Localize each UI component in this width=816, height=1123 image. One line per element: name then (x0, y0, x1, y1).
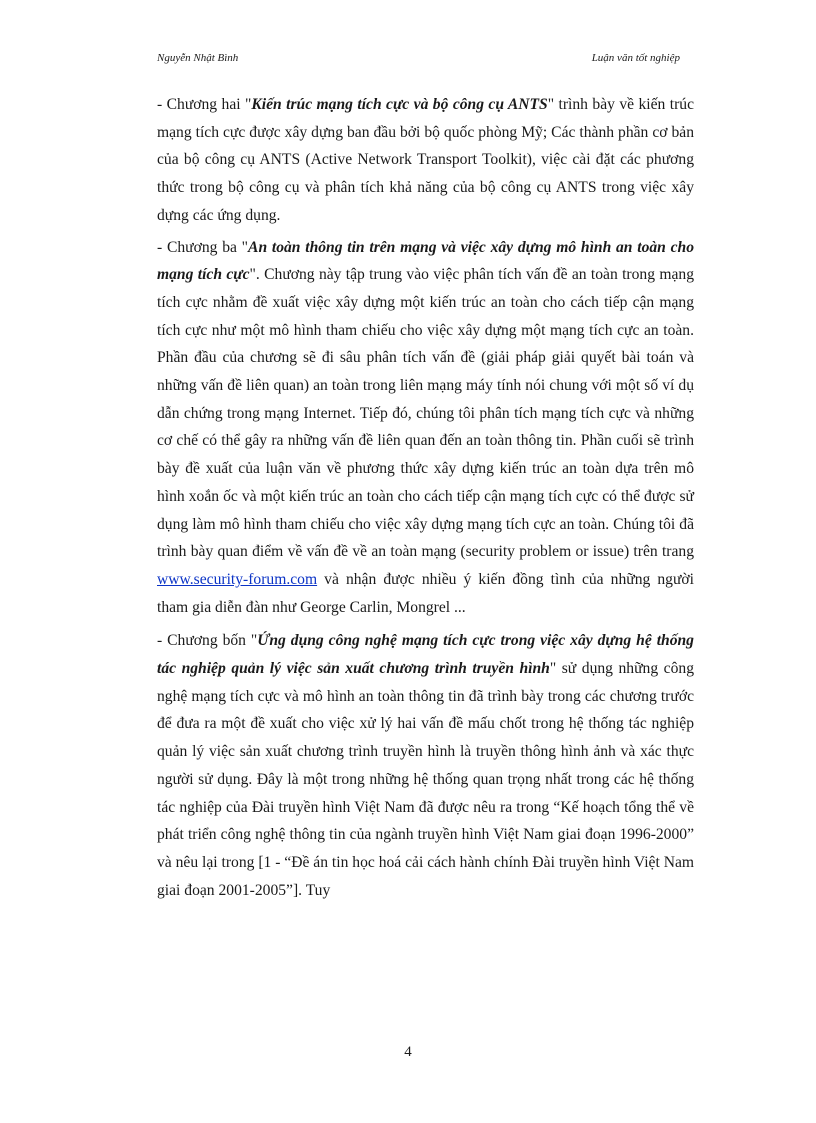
document-body (157, 91, 694, 908)
chapter-title: Kiến trúc mạng tích cực và bộ công cụ ANTS (251, 96, 548, 113)
paragraph-text: " sử dụng những công nghệ mạng tích cực và mô hình an toàn thông tin đã trình bày trong các chương trước để đưa ra một đề xuất cho việc xử lý hai vấn đề mấu chốt trong hệ thống tác nghiệp quản lý việc sản xuất chương trình truyền hình là truyền thông hình ảnh và xác thực người sử dụng. Đây là một trong những hệ thống quan trọng nhất trong các hệ thống tác nghiệp của Đài truyền hình Việt Nam đã được nêu ra trong “Kế hoạch tổng thể về phát triển công nghệ thông tin của ngành truyền hình Việt Nam giai đoạn 1996-2000” và nêu lại trong [1 - “Đề án tin học hoá cải cách hành chính Đài truyền hình Việt Nam giai đoạn 2001-2005”]. Tuy (157, 660, 695, 899)
paragraph-text-continued: và nhận được nhiều ý kiến đồng tình của những người tham gia diễn đàn như George Carlin, Mongrel ... (157, 570, 694, 616)
paragraph-text: " trình bày về kiến trúc mạng tích cực được xây dựng ban đầu bởi bộ quốc phòng Mỹ; Các thành phần cơ bản của bộ công cụ ANTS (Active Network Transport Toolkit), việc cài đặt các phương thức trong bộ công cụ và phân tích khả năng của bộ công cụ ANTS trong việc xây dựng các ứng dụng. (157, 96, 694, 224)
paragraph-chapter-four (157, 627, 694, 904)
paragraph-prefix: - Chương bốn " (157, 632, 258, 650)
chapter-title: Ứng dụng công nghệ mạng tích cực trong việc xây dựng hệ thống tác nghiệp quản lý việc sản xuất chương trình truyền hình (157, 632, 694, 678)
page-number: 4 (404, 1044, 412, 1060)
paragraph-text: ". Chương này tập trung vào việc phân tích vấn đề an toàn trong mạng tích cực nhằm đề xuất việc xây dựng một kiến trúc an toàn cho cách tiếp cận mạng tích cực như một mô hình tham chiếu cho việc xây dựng một mạng tích cực an toàn. Phần đầu của chương sẽ đi sâu phân tích vấn đề (giải pháp giải quyết bài toán và những vấn đề liên quan) an toàn trong liên mạng máy tính nói chung với một số ví dụ dẫn chứng trong mạng Internet. Tiếp đó, chúng tôi phân tích mạng tích cực và những cơ chế có thể gây ra những vấn đề liên quan đến an toàn thông tin. Phần cuối sẽ trình bày đề xuất của luận văn về phương thức xây dựng kiến trúc an toàn dựa trên mô hình xoắn ốc và một kiến trúc an toàn cho cách tiếp cận mạng tích cực có thể được sử dụng làm mô hình tham chiếu cho việc xây dựng mạng tích cực an toàn. Chúng tôi đã trình bày quan điểm về vấn đề về an toàn mạng (security problem or issue) trên trang (157, 266, 694, 561)
paragraph-chapter-three (157, 234, 694, 622)
chapter-title: An toàn thông tin trên mạng và việc xây dựng mô hình an toàn cho mạng tích cực (157, 238, 694, 284)
header-document-type: Luận văn tốt nghiệp (591, 52, 680, 64)
security-forum-link[interactable]: www.security-forum.com (157, 570, 318, 588)
paragraph-chapter-two (157, 91, 694, 230)
paragraph-prefix: - Chương ba " (157, 238, 249, 256)
paragraph-prefix: - Chương hai " (157, 96, 252, 113)
header-author: Nguyễn Nhật Bình (157, 52, 239, 64)
